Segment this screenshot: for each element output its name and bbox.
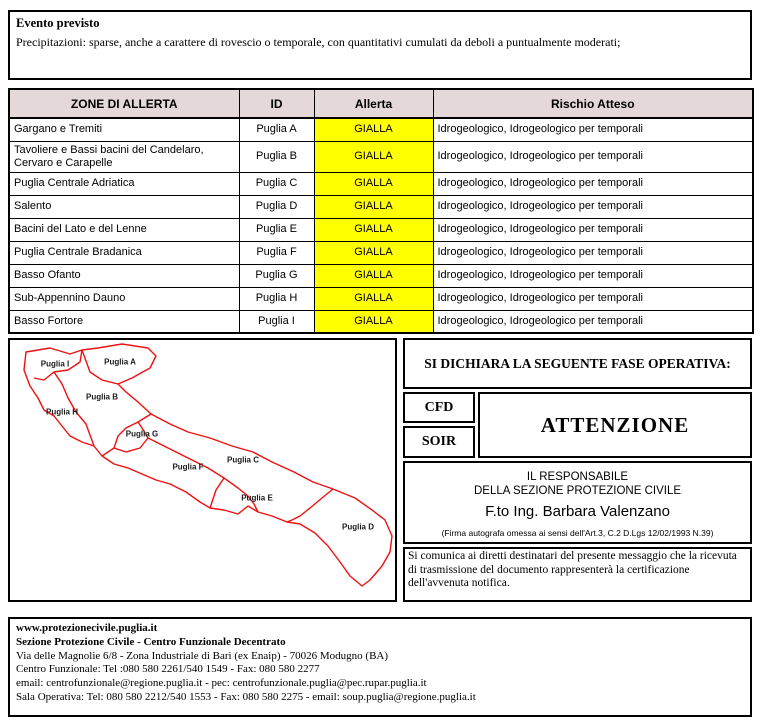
rischio-cell: Idrogeologico, Idrogeologico per temporali xyxy=(433,172,753,195)
fase-value: ATTENZIONE xyxy=(478,392,752,458)
table-row xyxy=(9,218,753,241)
allerta-cell: GIALLA xyxy=(314,118,433,141)
rischio-cell: Idrogeologico, Idrogeologico per temporali xyxy=(433,195,753,218)
rischio-cell: Idrogeologico, Idrogeologico per temporali xyxy=(433,264,753,287)
footer-centro-funzionale-contacts: Centro Funzionale: Tel :080 580 2261/540 1549 - Fax: 080 580 2277 xyxy=(16,663,320,676)
allerta-cell: GIALLA xyxy=(314,287,433,310)
map-label-puglia-g: Puglia G xyxy=(125,429,159,439)
id-cell: Puglia H xyxy=(239,287,314,310)
table-row xyxy=(9,118,753,141)
footer-box xyxy=(8,617,752,717)
fase-operativa-panel xyxy=(403,338,752,602)
rischio-cell: Idrogeologico, Idrogeologico per temporali xyxy=(433,287,753,310)
zone-cell: Puglia Centrale Adriatica xyxy=(9,172,239,195)
table-row xyxy=(9,195,753,218)
zone-cell: Basso Ofanto xyxy=(9,264,239,287)
zone-cell: Puglia Centrale Bradanica xyxy=(9,241,239,264)
evento-title: Evento previsto xyxy=(16,16,100,30)
header-zone: ZONE DI ALLERTA xyxy=(9,89,239,118)
table-row xyxy=(9,172,753,195)
id-cell: Puglia B xyxy=(239,141,314,172)
table-row xyxy=(9,264,753,287)
zone-cell: Salento xyxy=(9,195,239,218)
id-cell: Puglia I xyxy=(239,310,314,333)
table-row xyxy=(9,141,753,172)
footer-sala-operativa-contacts: Sala Operativa: Tel: 080 580 2212/540 1553 - Fax: 080 580 2275 - email: soup.puglia@regione.puglia.it xyxy=(16,690,476,703)
id-cell: Puglia G xyxy=(239,264,314,287)
zone-cell: Gargano e Tremiti xyxy=(9,118,239,141)
zone-cell: Basso Fortore xyxy=(9,310,239,333)
footer-address: Via delle Magnolie 6/8 - Zona Industriale di Bari (ex Enaip) - 70026 Modugno (BA) xyxy=(16,649,389,662)
id-cell: Puglia A xyxy=(239,118,314,141)
map-label-puglia-c: Puglia C xyxy=(226,455,260,465)
allerta-cell: GIALLA xyxy=(314,310,433,333)
footer-website: www.protezionecivile.puglia.it xyxy=(16,622,158,634)
allerta-cell: GIALLA xyxy=(314,218,433,241)
zone-cell: Sub-Appennino Dauno xyxy=(9,287,239,310)
allerta-cell: GIALLA xyxy=(314,141,433,172)
signature-box xyxy=(403,461,752,544)
map-label-puglia-e: Puglia E xyxy=(241,493,273,503)
map-label-puglia-a: Puglia A xyxy=(104,357,136,367)
rischio-cell: Idrogeologico, Idrogeologico per temporali xyxy=(433,241,753,264)
map-label-puglia-d: Puglia D xyxy=(341,522,375,532)
header-allerta: Allerta xyxy=(314,89,433,118)
footer-org: Sezione Protezione Civile - Centro Funzionale Decentrato xyxy=(16,635,286,648)
signature-role-line1: IL RESPONSABILE xyxy=(526,471,629,483)
zone-cell: Bacini del Lato e del Lenne xyxy=(9,218,239,241)
zone-cell: Tavoliere e Bassi bacini del Candelaro, Cervaro e Carapelle xyxy=(9,141,239,172)
id-cell: Puglia F xyxy=(239,241,314,264)
table-row xyxy=(9,241,753,264)
map-box xyxy=(8,338,397,602)
allerta-cell: GIALLA xyxy=(314,264,433,287)
table-row xyxy=(9,310,753,333)
fase-operativa-table xyxy=(403,392,752,458)
fase-operativa-title: SI DICHIARA LA SEGUENTE FASE OPERATIVA: xyxy=(403,338,752,389)
allerta-cell: GIALLA xyxy=(314,241,433,264)
alert-table xyxy=(8,88,754,334)
allerta-cell: GIALLA xyxy=(314,195,433,218)
footer-email-pec: email: centrofunzionale@regione.puglia.it - pec: centrofunzionale.puglia@pec.rupar.puglia.it xyxy=(16,677,427,690)
table-row xyxy=(9,287,753,310)
table-header-row xyxy=(9,89,753,118)
id-cell: Puglia D xyxy=(239,195,314,218)
signature-note: (Firma autografa omessa ai sensi dell'Art.3, C.2 D.Lgs 12/02/1993 N.39) xyxy=(441,528,714,538)
map-label-puglia-i: Puglia I xyxy=(40,359,70,369)
map-label-puglia-h: Puglia H xyxy=(45,407,79,417)
middle-section xyxy=(8,338,752,602)
document-page xyxy=(8,10,752,717)
cfd-cell: CFD xyxy=(403,392,475,423)
map-label-puglia-f: Puglia F xyxy=(172,462,204,472)
signature-name: F.to Ing. Barbara Valenzano xyxy=(485,503,670,520)
evento-description: Precipitazioni: sparse, anche a carattere di rovescio o temporale, con quantitativi cumulati da deboli a puntualmente moderati; xyxy=(16,35,621,49)
rischio-cell: Idrogeologico, Idrogeologico per temporali xyxy=(433,141,753,172)
id-cell: Puglia E xyxy=(239,218,314,241)
rischio-cell: Idrogeologico, Idrogeologico per temporali xyxy=(433,118,753,141)
rischio-cell: Idrogeologico, Idrogeologico per temporali xyxy=(433,310,753,333)
header-rischio: Rischio Atteso xyxy=(433,89,753,118)
evento-box xyxy=(8,10,752,80)
signature-role-line2: DELLA SEZIONE PROTEZIONE CIVILE xyxy=(473,485,682,497)
id-cell: Puglia C xyxy=(239,172,314,195)
rischio-cell: Idrogeologico, Idrogeologico per temporali xyxy=(433,218,753,241)
soir-cell: SOIR xyxy=(403,426,475,458)
allerta-cell: GIALLA xyxy=(314,172,433,195)
header-id: ID xyxy=(239,89,314,118)
notice-box: Si comunica ai diretti destinatari del presente messaggio che la ricevuta di trasmissione del documento rappresenterà la certificazione dell'avvenuta notifica. xyxy=(403,547,752,602)
map-label-puglia-b: Puglia B xyxy=(85,392,119,402)
